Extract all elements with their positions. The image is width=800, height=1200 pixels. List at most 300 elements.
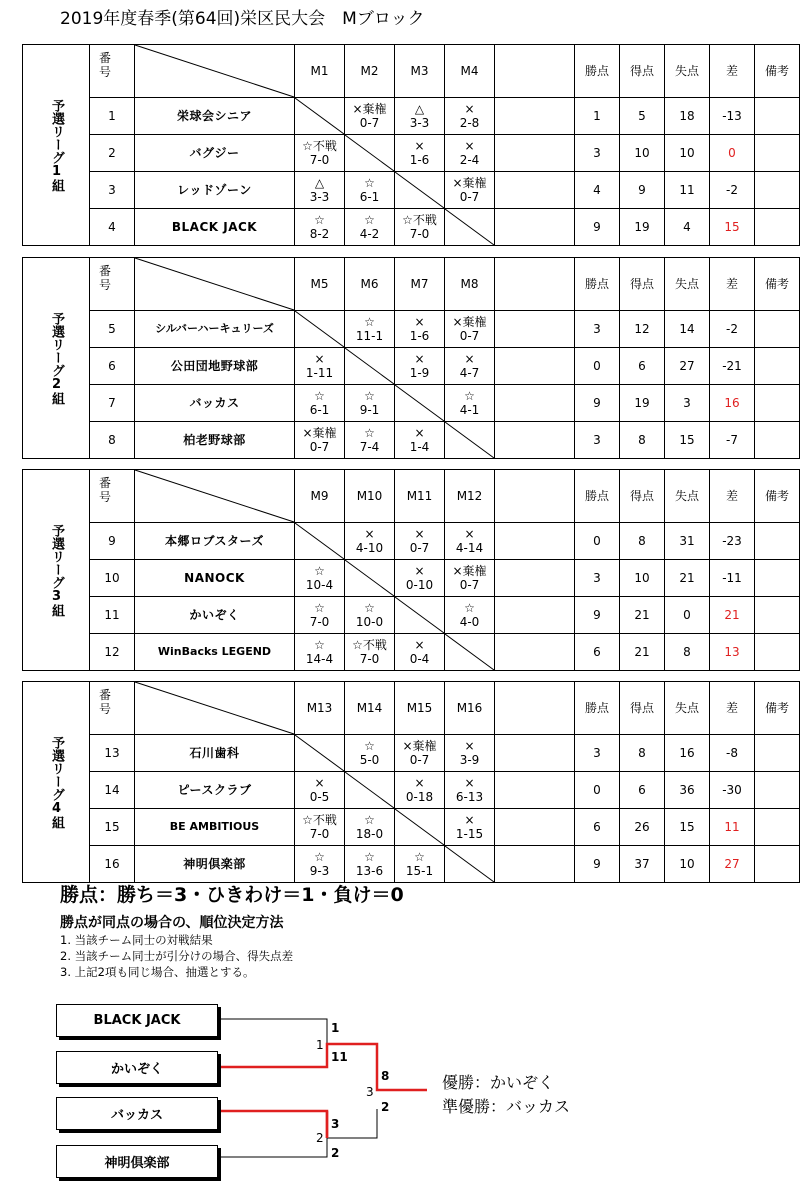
match-result — [445, 523, 495, 560]
spacer-cell — [495, 98, 575, 135]
points-rule: 勝点：勝ち＝3・ひきわけ＝1・負け＝0 — [60, 884, 404, 906]
group-side-label: 予選リーグ4組 — [23, 682, 90, 883]
match-result — [445, 560, 495, 597]
result-symbol: ×棄権 — [452, 176, 487, 190]
team-diff: -8 — [710, 735, 755, 772]
team-scored: 8 — [620, 523, 665, 560]
result-score: 4-1 — [459, 403, 480, 417]
team-number: 4 — [90, 209, 135, 246]
result-score: 6-13 — [455, 790, 484, 804]
spacer-cell — [495, 735, 575, 772]
result-symbol: × — [414, 139, 425, 153]
result-score: 2-4 — [459, 153, 480, 167]
result-score: 0-7 — [459, 190, 480, 204]
result-score: 0-10 — [405, 578, 434, 592]
bracket-team: バッカス — [56, 1097, 218, 1130]
bracket-team: かいぞく — [56, 1051, 218, 1084]
result-score: 4-7 — [459, 366, 480, 380]
team-points: 0 — [575, 523, 620, 560]
team-points: 1 — [575, 98, 620, 135]
result-symbol: × — [414, 776, 425, 790]
spacer-cell — [495, 258, 575, 311]
match-result — [295, 846, 345, 883]
team-conceded: 16 — [665, 735, 710, 772]
spacer-cell — [495, 772, 575, 809]
team-diff: 13 — [710, 634, 755, 671]
result-symbol: × — [414, 352, 425, 366]
group-side-label: 予選リーグ2組 — [23, 258, 90, 459]
spacer-cell — [495, 523, 575, 560]
team-points: 9 — [575, 597, 620, 634]
result-symbol: × — [464, 776, 475, 790]
result-symbol: ☆ — [314, 601, 325, 615]
result-symbol: ☆ — [364, 739, 375, 753]
self-match-diagonal — [295, 98, 345, 135]
result-symbol: × — [464, 739, 475, 753]
bracket-team: BLACK JACK — [56, 1004, 218, 1037]
match-result — [445, 98, 495, 135]
self-match-diagonal — [395, 809, 445, 846]
match-result — [445, 311, 495, 348]
team-points: 9 — [575, 846, 620, 883]
result-score: 10-0 — [355, 615, 384, 629]
match-result — [345, 98, 395, 135]
team-conceded: 15 — [665, 809, 710, 846]
league-table-group-2 — [22, 257, 800, 459]
team-number: 6 — [90, 348, 135, 385]
result-score: 6-1 — [309, 403, 330, 417]
team-points: 0 — [575, 772, 620, 809]
result-symbol: △ — [414, 102, 425, 116]
result-symbol: × — [414, 638, 425, 652]
match-result — [295, 172, 345, 209]
league-table-group-1 — [22, 44, 800, 246]
result-symbol: ☆ — [314, 850, 325, 864]
team-diff: 21 — [710, 597, 755, 634]
result-symbol: ☆ — [364, 426, 375, 440]
result-symbol: × — [414, 315, 425, 329]
result-symbol: ☆ — [314, 564, 325, 578]
match-result — [345, 846, 395, 883]
spacer-cell — [495, 45, 575, 98]
number-header — [90, 258, 135, 311]
conceded-header: 失点 — [665, 258, 710, 311]
number-header-label: 番号 — [98, 51, 111, 79]
result-score: 8-2 — [309, 227, 330, 241]
self-match-diagonal — [445, 422, 495, 459]
team-notes — [755, 98, 800, 135]
team-number: 5 — [90, 311, 135, 348]
team-conceded: 15 — [665, 422, 710, 459]
result-symbol: × — [464, 139, 475, 153]
match-result — [445, 348, 495, 385]
result-symbol: ☆不戦 — [302, 139, 337, 153]
match-result — [395, 846, 445, 883]
runnerup-text: 準優勝：バッカス — [442, 1097, 571, 1116]
team-notes — [755, 172, 800, 209]
result-symbol: ☆ — [364, 315, 375, 329]
result-symbol: ☆ — [314, 213, 325, 227]
match-header: M2 — [345, 45, 395, 98]
team-diff: 11 — [710, 809, 755, 846]
result-symbol: × — [364, 527, 375, 541]
points-header: 勝点 — [575, 470, 620, 523]
team-row — [23, 98, 800, 135]
result-symbol: ☆ — [464, 389, 475, 403]
team-row — [23, 634, 800, 671]
tiebreak-item: 3. 上記2項も同じ場合、抽選とする。 — [60, 965, 255, 979]
winner-text: 優勝：かいぞく — [442, 1073, 555, 1092]
match-result — [395, 98, 445, 135]
team-notes — [755, 311, 800, 348]
result-score: 10-4 — [305, 578, 334, 592]
match-result — [295, 422, 345, 459]
match-result — [295, 135, 345, 172]
result-score: 0-7 — [459, 578, 480, 592]
team-name: バッカス — [135, 385, 295, 422]
team-scored: 21 — [620, 597, 665, 634]
match-result — [395, 209, 445, 246]
team-diff: -21 — [710, 348, 755, 385]
result-symbol: ☆ — [364, 601, 375, 615]
spacer-cell — [495, 597, 575, 634]
result-score: 1-6 — [409, 329, 430, 343]
team-name: 石川歯科 — [135, 735, 295, 772]
team-number: 15 — [90, 809, 135, 846]
match-result — [345, 735, 395, 772]
result-symbol: ☆ — [364, 850, 375, 864]
team-scored: 21 — [620, 634, 665, 671]
points-header: 勝点 — [575, 682, 620, 735]
match-result — [295, 634, 345, 671]
team-scored: 12 — [620, 311, 665, 348]
result-score: 7-0 — [309, 827, 330, 841]
self-match-diagonal — [395, 172, 445, 209]
match-result — [345, 634, 395, 671]
spacer-cell — [495, 470, 575, 523]
result-symbol: × — [464, 813, 475, 827]
match-result — [395, 735, 445, 772]
self-match-diagonal — [345, 772, 395, 809]
team-points: 6 — [575, 634, 620, 671]
team-points: 3 — [575, 560, 620, 597]
match-header: M3 — [395, 45, 445, 98]
match-result — [295, 597, 345, 634]
result-score: 14-4 — [305, 652, 334, 666]
notes-header: 備考 — [755, 258, 800, 311]
result-score: 7-4 — [359, 440, 380, 454]
team-points: 3 — [575, 135, 620, 172]
notes-header: 備考 — [755, 470, 800, 523]
team-notes — [755, 422, 800, 459]
result-score: 4-2 — [359, 227, 380, 241]
scored-header: 得点 — [620, 470, 665, 523]
team-row — [23, 560, 800, 597]
match-header: M1 — [295, 45, 345, 98]
match-result — [395, 311, 445, 348]
match-header: M13 — [295, 682, 345, 735]
match-result — [295, 209, 345, 246]
result-score: 0-7 — [409, 541, 430, 555]
team-name: 公田団地野球部 — [135, 348, 295, 385]
team-name: WinBacks LEGEND — [135, 634, 295, 671]
team-name: 神明倶楽部 — [135, 846, 295, 883]
team-number: 3 — [90, 172, 135, 209]
tiebreak-title: 勝点が同点の場合の、順位決定方法 — [60, 915, 284, 931]
spacer-cell — [495, 846, 575, 883]
team-scored: 19 — [620, 385, 665, 422]
team-number: 12 — [90, 634, 135, 671]
match-header: M8 — [445, 258, 495, 311]
league-table-group-3 — [22, 469, 800, 671]
team-diff: 15 — [710, 209, 755, 246]
bracket-game-number: 1 — [316, 1038, 324, 1052]
bracket-score: 11 — [331, 1050, 348, 1064]
team-conceded: 27 — [665, 348, 710, 385]
spacer-cell — [495, 422, 575, 459]
team-diff: -7 — [710, 422, 755, 459]
self-match-diagonal — [345, 135, 395, 172]
match-header: M12 — [445, 470, 495, 523]
match-result — [295, 809, 345, 846]
result-score: 0-7 — [359, 116, 380, 130]
result-symbol: ☆ — [364, 176, 375, 190]
team-conceded: 14 — [665, 311, 710, 348]
diff-header: 差 — [710, 258, 755, 311]
bracket-score: 8 — [381, 1069, 390, 1083]
result-symbol: ×棄権 — [452, 315, 487, 329]
spacer-cell — [495, 385, 575, 422]
result-score: 2-8 — [459, 116, 480, 130]
team-row — [23, 348, 800, 385]
team-diff: 0 — [710, 135, 755, 172]
result-symbol: ☆ — [414, 850, 425, 864]
team-row — [23, 735, 800, 772]
team-conceded: 10 — [665, 135, 710, 172]
team-number: 9 — [90, 523, 135, 560]
tiebreak-item: 2. 当該チーム同士が引分けの場合、得失点差 — [60, 949, 294, 963]
result-score: 0-7 — [459, 329, 480, 343]
group-side-label: 予選リーグ3組 — [23, 470, 90, 671]
match-header: M11 — [395, 470, 445, 523]
team-notes — [755, 209, 800, 246]
result-symbol: ☆ — [314, 389, 325, 403]
spacer-cell — [495, 135, 575, 172]
team-number: 11 — [90, 597, 135, 634]
team-name: BE AMBITIOUS — [135, 809, 295, 846]
number-header — [90, 470, 135, 523]
team-conceded: 10 — [665, 846, 710, 883]
match-result — [345, 311, 395, 348]
number-header — [90, 682, 135, 735]
notes-header: 備考 — [755, 682, 800, 735]
result-score: 0-4 — [409, 652, 430, 666]
team-number: 2 — [90, 135, 135, 172]
match-header: M16 — [445, 682, 495, 735]
spacer-cell — [495, 311, 575, 348]
result-symbol: ×棄権 — [352, 102, 387, 116]
team-scored: 10 — [620, 135, 665, 172]
bracket-score: 2 — [381, 1100, 390, 1114]
bracket-score: 1 — [331, 1021, 340, 1035]
self-match-diagonal — [295, 523, 345, 560]
result-score: 11-1 — [355, 329, 384, 343]
team-name: かいぞく — [135, 597, 295, 634]
team-conceded: 4 — [665, 209, 710, 246]
match-result — [345, 385, 395, 422]
team-name: BLACK JACK — [135, 209, 295, 246]
result-symbol: ☆不戦 — [402, 213, 437, 227]
match-result — [395, 422, 445, 459]
spacer-cell — [495, 209, 575, 246]
match-result — [295, 348, 345, 385]
bracket-game-number: 3 — [366, 1085, 374, 1099]
team-conceded: 8 — [665, 634, 710, 671]
result-symbol: ☆ — [364, 813, 375, 827]
team-points: 3 — [575, 422, 620, 459]
result-symbol: × — [414, 527, 425, 541]
result-score: 5-0 — [359, 753, 380, 767]
result-score: 4-14 — [455, 541, 484, 555]
result-symbol: × — [464, 102, 475, 116]
team-points: 0 — [575, 348, 620, 385]
conceded-header: 失点 — [665, 682, 710, 735]
points-header: 勝点 — [575, 45, 620, 98]
spacer-cell — [495, 682, 575, 735]
result-score: 0-7 — [409, 753, 430, 767]
result-symbol: ×棄権 — [402, 739, 437, 753]
result-symbol: × — [314, 776, 325, 790]
team-conceded: 18 — [665, 98, 710, 135]
scored-header: 得点 — [620, 682, 665, 735]
team-number: 16 — [90, 846, 135, 883]
team-row — [23, 523, 800, 560]
team-row — [23, 772, 800, 809]
match-result — [345, 523, 395, 560]
result-symbol: × — [414, 564, 425, 578]
conceded-header: 失点 — [665, 470, 710, 523]
result-score: 3-9 — [459, 753, 480, 767]
team-points: 9 — [575, 385, 620, 422]
bracket-red-lines — [220, 1044, 427, 1138]
result-symbol: △ — [314, 176, 325, 190]
team-diff: -30 — [710, 772, 755, 809]
team-number: 8 — [90, 422, 135, 459]
self-match-diagonal — [295, 311, 345, 348]
match-result — [295, 560, 345, 597]
bracket-score: 2 — [331, 1146, 340, 1160]
team-notes — [755, 385, 800, 422]
match-result — [345, 809, 395, 846]
team-points: 3 — [575, 735, 620, 772]
result-score: 7-0 — [359, 652, 380, 666]
result-score: 7-0 — [409, 227, 430, 241]
team-number: 14 — [90, 772, 135, 809]
bracket-team: 神明倶楽部 — [56, 1145, 218, 1178]
team-row — [23, 422, 800, 459]
bracket-score: 3 — [331, 1117, 340, 1131]
match-result — [345, 597, 395, 634]
number-header-label: 番号 — [98, 264, 111, 292]
team-conceded: 36 — [665, 772, 710, 809]
diff-header: 差 — [710, 470, 755, 523]
match-result — [345, 172, 395, 209]
team-name: バグジー — [135, 135, 295, 172]
team-notes — [755, 809, 800, 846]
match-header: M9 — [295, 470, 345, 523]
team-notes — [755, 560, 800, 597]
result-score: 3-3 — [409, 116, 430, 130]
result-score: 0-7 — [309, 440, 330, 454]
team-name: レッドゾーン — [135, 172, 295, 209]
self-match-diagonal — [395, 597, 445, 634]
team-scored: 5 — [620, 98, 665, 135]
spacer-cell — [495, 809, 575, 846]
self-match-diagonal — [345, 560, 395, 597]
number-header-label: 番号 — [98, 476, 111, 504]
number-header — [90, 45, 135, 98]
result-score: 1-11 — [305, 366, 334, 380]
match-result — [395, 523, 445, 560]
self-match-diagonal — [395, 385, 445, 422]
team-notes — [755, 634, 800, 671]
match-result — [445, 385, 495, 422]
match-header: M5 — [295, 258, 345, 311]
team-name: 栄球会シニア — [135, 98, 295, 135]
team-diff: -23 — [710, 523, 755, 560]
match-result — [445, 772, 495, 809]
team-points: 9 — [575, 209, 620, 246]
result-symbol: ☆ — [314, 638, 325, 652]
result-score: 4-10 — [355, 541, 384, 555]
result-score: 4-0 — [459, 615, 480, 629]
team-row — [23, 809, 800, 846]
match-result — [295, 385, 345, 422]
team-diff: 27 — [710, 846, 755, 883]
conceded-header: 失点 — [665, 45, 710, 98]
result-symbol: ×棄権 — [302, 426, 337, 440]
points-header: 勝点 — [575, 258, 620, 311]
team-diff: -13 — [710, 98, 755, 135]
team-header-diagonal — [135, 45, 295, 98]
spacer-cell — [495, 172, 575, 209]
match-result — [395, 560, 445, 597]
team-name: NANOCK — [135, 560, 295, 597]
result-symbol: ☆不戦 — [302, 813, 337, 827]
result-score: 3-3 — [309, 190, 330, 204]
team-points: 6 — [575, 809, 620, 846]
notes-header: 備考 — [755, 45, 800, 98]
match-header: M15 — [395, 682, 445, 735]
result-score: 1-9 — [409, 366, 430, 380]
result-score: 1-15 — [455, 827, 484, 841]
result-score: 9-3 — [309, 864, 330, 878]
result-symbol: ☆ — [364, 213, 375, 227]
result-score: 0-18 — [405, 790, 434, 804]
team-notes — [755, 846, 800, 883]
result-symbol: × — [414, 426, 425, 440]
result-score: 1-6 — [409, 153, 430, 167]
team-scored: 8 — [620, 735, 665, 772]
team-scored: 9 — [620, 172, 665, 209]
spacer-cell — [495, 348, 575, 385]
team-notes — [755, 772, 800, 809]
team-row — [23, 172, 800, 209]
team-name: 柏老野球部 — [135, 422, 295, 459]
team-name: シルバーハーキュリーズ — [135, 311, 295, 348]
team-scored: 8 — [620, 422, 665, 459]
team-notes — [755, 348, 800, 385]
